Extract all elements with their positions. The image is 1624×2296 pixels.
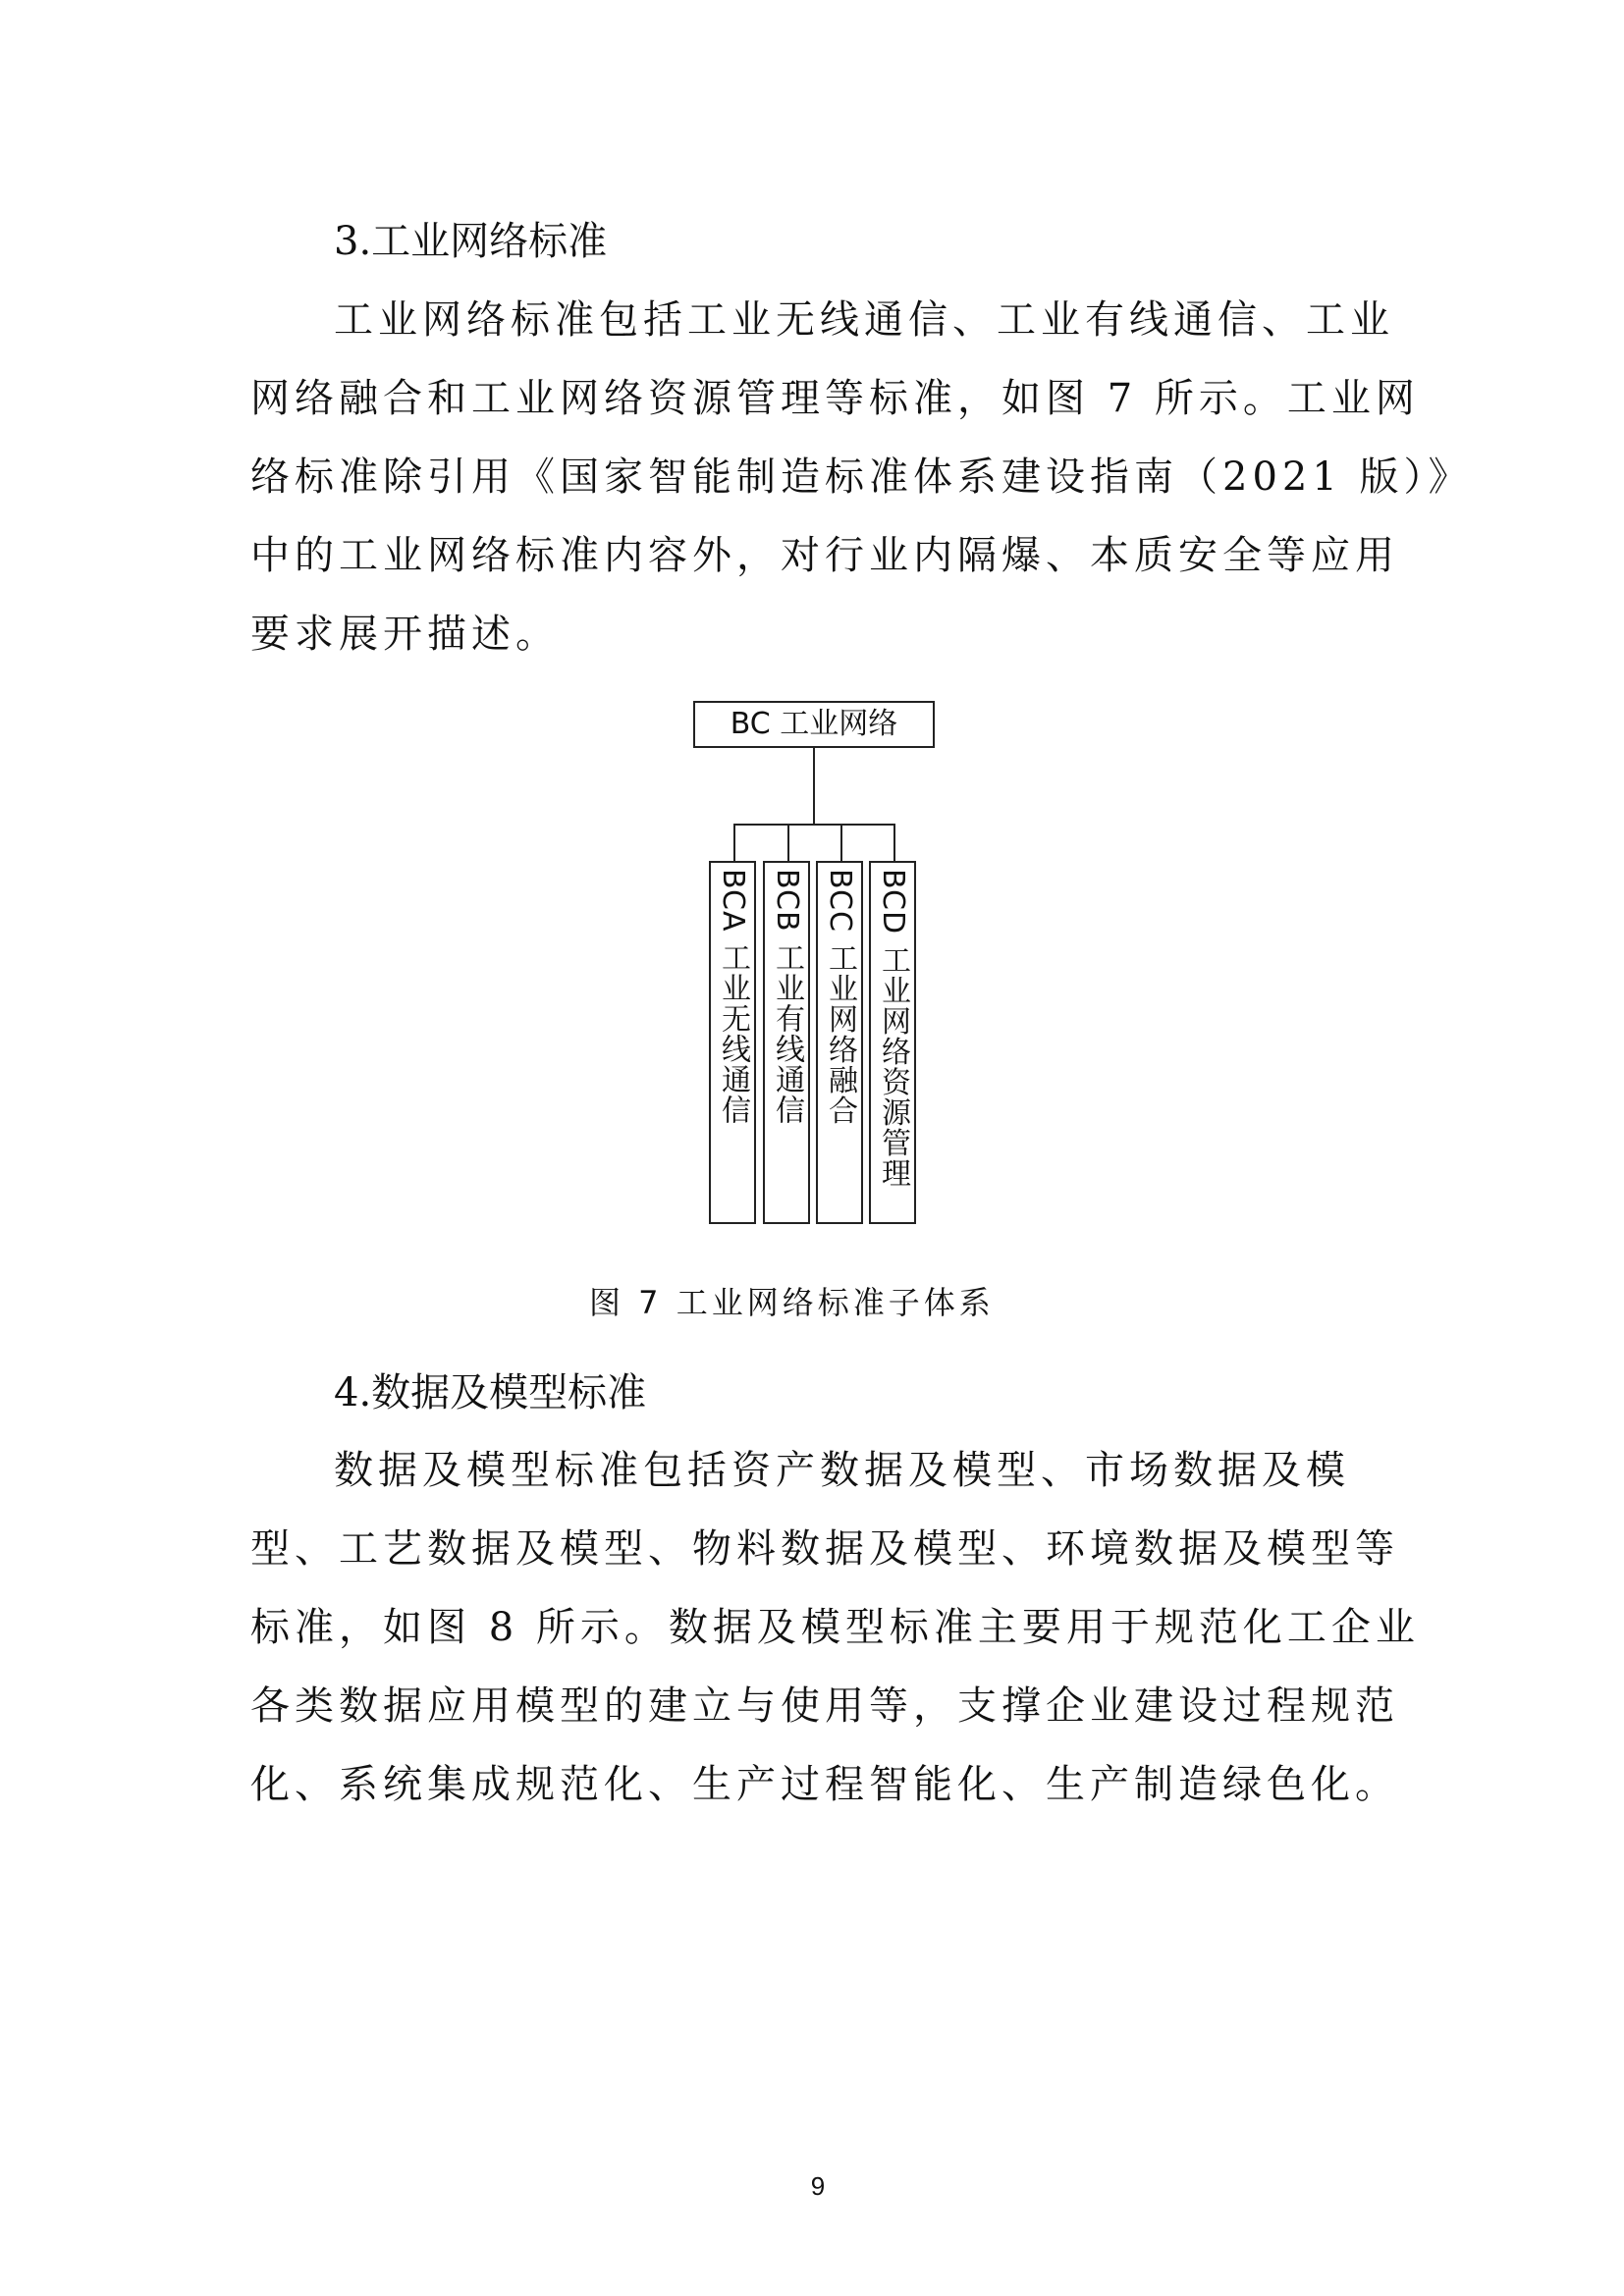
connector-root-down (813, 748, 815, 825)
diagram-child-bcc (816, 861, 863, 1224)
connector-bca (733, 824, 735, 861)
diagram-child-bca (709, 861, 756, 1224)
connector-bcc (840, 824, 842, 861)
figure-caption: 图 7 工业网络标准子体系 (589, 1284, 995, 1321)
diagram-child-bcb (763, 861, 810, 1224)
connector-bcd (893, 824, 895, 861)
diagram-child-bcc-label: BCC 工业网络融合 (823, 869, 857, 1126)
section-3-line-3: 络标准除引用《国家智能制造标准体系建设指南（2021 版）》 (250, 454, 1473, 500)
section-4-heading: 4.数据及模型标准 (334, 1370, 647, 1415)
section-4-line-5: 化、系统集成规范化、生产过程智能化、生产制造绿色化。 (250, 1762, 1399, 1807)
section-4-line-4: 各类数据应用模型的建立与使用等，支撑企业建设过程规范 (250, 1683, 1399, 1729)
section-3-heading: 3.工业网络标准 (334, 219, 608, 264)
connector-horizontal (733, 824, 893, 826)
connector-bcb (787, 824, 789, 861)
section-4-line-2: 型、工艺数据及模型、物料数据及模型、环境数据及模型等 (250, 1526, 1399, 1572)
diagram-child-bca-label: BCA 工业无线通信 (716, 869, 750, 1126)
section-4-line-3: 标准，如图 8 所示。数据及模型标准主要用于规范化工企业 (250, 1605, 1420, 1650)
diagram-child-bcd (869, 861, 916, 1224)
section-3-line-5: 要求展开描述。 (250, 612, 560, 657)
diagram-child-bcb-label: BCB 工业有线通信 (770, 869, 804, 1126)
diagram-child-bcd-label: BCD 工业网络资源管理 (876, 869, 910, 1189)
section-3-line-4: 中的工业网络标准内容外，对行业内隔爆、本质安全等应用 (250, 533, 1399, 578)
section-3-line-1: 工业网络标准包括工业无线通信、工业有线通信、工业 (334, 297, 1394, 343)
section-4-line-1: 数据及模型标准包括资产数据及模型、市场数据及模 (334, 1448, 1350, 1493)
diagram-root-box: BC 工业网络 (693, 701, 935, 748)
section-3-line-2: 网络融合和工业网络资源管理等标准，如图 7 所示。工业网 (250, 376, 1420, 421)
page-number: 9 (810, 2171, 826, 2201)
